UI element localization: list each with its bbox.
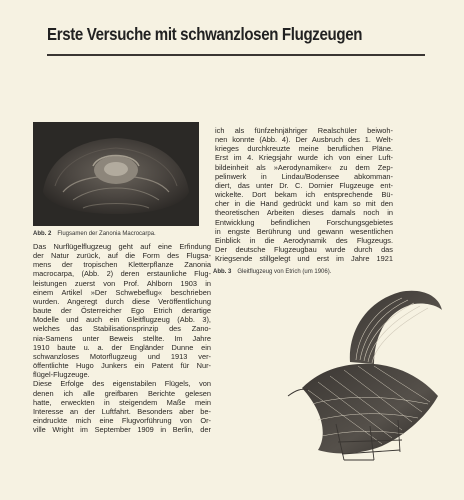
text-line: mens der tropischen Kletterpflanze Zanonia — [33, 260, 211, 270]
title-rule — [47, 54, 425, 56]
text-line: Diese Erfolge des eigenstabilen Flügels, von — [33, 379, 211, 389]
text-line: macrocarpa, (Abb. 2) deren erstaunliche Flug- — [33, 269, 211, 279]
text-line: öffentlichte Hugo Junkers ein Patent für Nur- — [33, 361, 211, 371]
text-line: baute der Österreicher Ego Etrich derartige — [33, 306, 211, 316]
text-line: krieges durchkreuzte meine beruflichen Pläne. — [215, 144, 393, 154]
text-line: leistungen zuerst von Prof. Ahlborn 1903 in — [33, 278, 211, 288]
text-line: welches das Stabilisationsprinzip des Zano- — [33, 324, 211, 334]
text-line: theoretischen Arbeiten dieses damals noch in — [215, 208, 393, 218]
page-title: Erste Versuche mit schwanzlosen Flugzeugen — [47, 24, 363, 44]
text-line: eindruckte mich eine Flugvorführung von Or- — [33, 415, 211, 425]
figure-2-caption — [33, 230, 156, 238]
text-line: Entwicklung befindlichen Forschungsgebietes — [215, 217, 393, 227]
etrich-glider-illustration — [278, 284, 443, 462]
figure-3-number: Abb. 3 — [213, 269, 232, 275]
text-line: flügel-Flugzeuge. — [33, 370, 90, 380]
text-line: der Natur zurück, auf die Form des Flugsa- — [33, 251, 211, 261]
zanonia-seed-photo — [33, 122, 199, 226]
left-text-column — [33, 242, 211, 434]
text-line: Interesse an der Luftfahrt. Besonders aber be- — [33, 406, 211, 416]
text-line: ich als fünfzehnjähriger Realschüler beiwoh- — [215, 126, 393, 135]
right-text-column — [215, 126, 393, 263]
text-line: Das Nurflügelflugzeug geht auf eine Erfindung — [33, 242, 211, 251]
text-line: diert, das unter Dr. C. Dornier Flugzeuge ent- — [215, 180, 393, 190]
text-line: wurden. Angeregt durch diese Veröffentlichung — [33, 296, 211, 306]
text-line: pelinwerk in Lindau/Bodensee abkomman- — [215, 171, 393, 181]
figure-2-number: Abb. 2 — [33, 231, 52, 237]
text-line: schwanzloses Motorflugzeug und 1913 ver- — [33, 351, 211, 361]
text-line: bildeinheit als »Aerodynamiker« zu dem Zep- — [215, 162, 393, 172]
text-line: einem Artikel »Der Schwebeflug« beschrieben — [33, 287, 211, 297]
text-line: 1910 baute u. a. der Engländer Dunne ein — [33, 342, 211, 352]
text-line: nia-Samens unter Beweis stellte. Im Jahre — [33, 333, 211, 343]
text-line: cher in die Hand gedrückt und kam so mit den — [215, 199, 393, 209]
text-line: in engste Berührung und gewann wesentlichen — [215, 226, 393, 236]
text-line: Einblick in die Aerodynamik des Flugzeugs. — [215, 235, 393, 245]
text-line: hatte, erweckten in steigendem Maße mein — [33, 397, 211, 407]
figure-3-text: Gleitflugzeug von Etrich (um 1906). — [237, 269, 332, 275]
text-line: nen konnte (Abb. 4). Der Ausbruch des 1. Welt- — [215, 135, 393, 145]
text-line: denen ich alle greifbaren Berichte gelesen — [33, 388, 211, 398]
figure-2-text: Flugsamen der Zanonia Macrocarpa. — [57, 231, 156, 237]
text-line: Kriegsende stillgelegt und erst im Jahre 1921 — [215, 254, 393, 264]
text-line: wickelte. Dort bekam ich entsprechende Bü- — [215, 190, 393, 200]
figure-3-caption — [213, 268, 331, 276]
text-line: Erst im 4. Kriegsjahr wurde ich von einer Luft- — [215, 153, 393, 163]
text-line: Modelle und auch ein Gleitflugzeug (Abb. 3), — [33, 315, 211, 325]
text-line: ville Wright im September 1909 in Berlin, der — [33, 425, 211, 435]
text-line: Der deutsche Flugzeugbau wurde durch das — [215, 245, 393, 255]
